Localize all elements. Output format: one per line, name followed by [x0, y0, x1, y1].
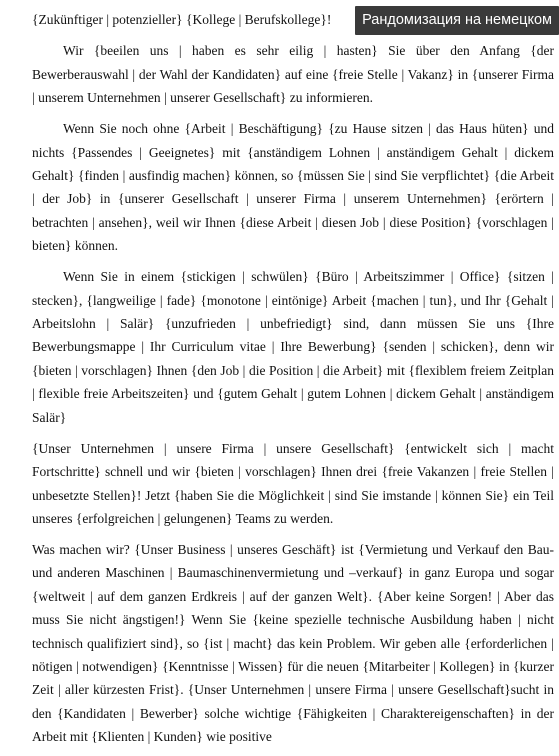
paragraph-business: Was machen wir? {Unser Business | unseres Geschäft} ist {Vermietung und Verkauf den Bau- und anderen Maschinen | Baumaschinenvermietung und –verkauf} in ganz Europa und sogar {weltweit | auf dem ganzen Erdkreis | auf der ganzen Welt}. {Aber keine Sorgen! | Aber das muss Sie nicht ängstigen!} Wenn Sie {keine spezielle technische Ausbildung haben | nicht technisch qualifiziert sind}, so {ist | macht} das kein Problem. Wir geben alle {erforderlichen | nötigen | notwendigen} {Kenntnisse | Wissen} für die neuen {Mitarbeiter | Kollegen} in {kurzer Zeit | aller kürzesten Frist}. {Unser Unternehmen | unsere Firma | unsere Gesellschaft}sucht in den {Kandidaten | Bewerber} solche wichtige {Fähigkeiten | Charaktereigenschaften} in der Arbeit mit {Klienten | Kunden} wie positive [32, 541, 554, 745]
document-body [32, 0, 554, 756]
paragraph-intro: Wir {beeilen uns | haben es sehr eilig | hasten} Sie über den Anfang {der Bewerberauswahl | der Wahl der Kandidaten} auf eine {freie Stelle | Vakanz} in {unserer Firma | unserem Unternehmen | unserer Gesellschaft} zu informieren. [32, 43, 554, 106]
salutation: {Zukünftiger | potenzieller} {Kollege | Berufskollege}! [32, 12, 332, 27]
paragraph-company: {Unser Unternehmen | unsere Firma | unsere Gesellschaft} {entwickelt sich | macht Fortschritte} schnell und wir {bieten | vorschlagen} Ihnen drei {freie Vakanzen | freie Stellen | unbesetzte Stellen}! Jetzt {haben Sie die Möglichkeit | sind Sie imstande | können Sie} ein Teil unseres {erfolgreichen | gelungenen} Teams zu werden. [32, 440, 554, 526]
paragraph-unemployed: Wenn Sie noch ohne {Arbeit | Beschäftigung} {zu Hause sitzen | das Haus hüten} und nichts {Passendes | Geeignetes} mit {anständigem Lohnen | anständigem Gehalt | dickem Gehalt} {finden | ausfindig machen} können, so {müssen Sie | sind Sie verpflichtet} {die Arbeit | der Job} in {unserer Gesellschaft | unserer Firma | unserem Unternehmen} {erörtern | betrachten | ansehen}, weil wir Ihnen {diese Arbeit | diesen Job | diese Position} {vorschlagen | bieten} können. [32, 121, 554, 254]
paragraph-office: Wenn Sie in einem {stickigen | schwülen} {Büro | Arbeitszimmer | Office} {sitzen | stecken}, {langweilige | fade} {monotone | eintönige} Arbeit {machen | tun}, und Ihr {Gehalt | Arbeitslohn | Salär} {unzufrieden | unbefriedigt} sind, dann müssen Sie uns {Ihre Bewerbungsmappe | Ihr Curriculum vitae | Ihre Bewerbung} {senden | schicken}, denn wir {bieten | vorschlagen} Ihnen {den Job | die Position | die Arbeit} mit {flexiblem freiem Zeitplan | flexible freie Arbeitszeiten} und {gutem Gehalt | gutem Lohnen | dickem Gehalt | anständigem Salär} [32, 269, 554, 425]
caption-badge: Рандомизация на немецком [355, 6, 559, 35]
